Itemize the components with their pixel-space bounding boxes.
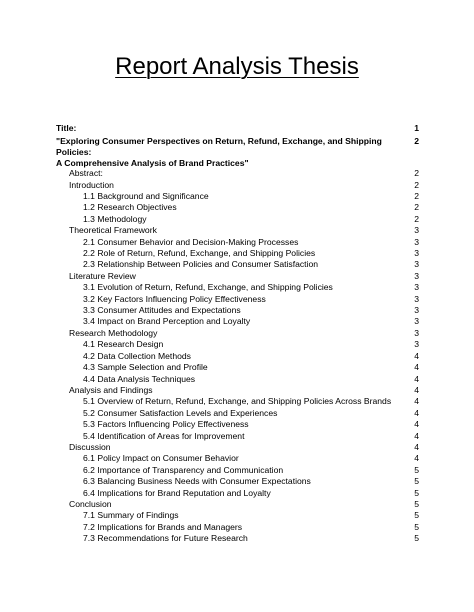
toc-entry-text: 3.2 Key Factors Influencing Policy Effectiveness: [83, 293, 266, 304]
toc-entry[interactable]: [56, 214, 419, 225]
toc-entry[interactable]: [56, 136, 419, 168]
toc-entry[interactable]: [56, 453, 419, 464]
toc-entry-page-number: 3: [414, 259, 419, 270]
toc-entry-text: Introduction: [69, 179, 114, 190]
toc-entry[interactable]: [56, 305, 419, 316]
toc-entry[interactable]: [56, 362, 419, 373]
toc-entry-text: 2.1 Consumer Behavior and Decision-Making Processes: [83, 236, 299, 247]
toc-entry-text: 3.3 Consumer Attitudes and Expectations: [83, 305, 241, 316]
toc-entry-text: Discussion: [69, 441, 111, 452]
toc-entry-text: "Exploring Consumer Perspectives on Return, Refund, Exchange, and Shipping Policies: A Comprehensive Analysis of Brand Practices": [56, 136, 382, 168]
toc-entry[interactable]: [56, 339, 419, 350]
toc-entry-page-number: 4: [414, 419, 419, 430]
toc-entry-page-number: 3: [414, 282, 419, 293]
toc-entry[interactable]: [56, 282, 419, 293]
toc-entry-text: Abstract:: [69, 168, 103, 179]
toc-entry[interactable]: [56, 488, 419, 499]
table-of-contents: [56, 123, 419, 545]
toc-entry[interactable]: [56, 294, 419, 305]
toc-entry-page-number: 5: [414, 498, 419, 509]
document-title: Report Analysis Thesis: [115, 53, 359, 80]
toc-entry-page-number: 4: [414, 453, 419, 464]
toc-entry-text: Theoretical Framework: [69, 225, 157, 236]
toc-entry-page-number: 1: [414, 123, 419, 133]
toc-entry-page-number: 5: [414, 464, 419, 475]
toc-entry-text: 5.2 Consumer Satisfaction Levels and Experiences: [83, 407, 278, 418]
toc-entry[interactable]: [56, 180, 419, 191]
toc-entry[interactable]: [56, 316, 419, 327]
toc-entry-text: Research Methodology: [69, 327, 158, 338]
toc-entry-page-number: 3: [414, 305, 419, 316]
toc-entry-text: 1.1 Background and Significance: [83, 191, 209, 201]
toc-entry-page-number: 5: [414, 510, 419, 521]
toc-entry-page-number: 4: [414, 350, 419, 361]
toc-entry[interactable]: [56, 431, 419, 442]
toc-entry[interactable]: [56, 408, 419, 419]
toc-entry[interactable]: [56, 123, 419, 134]
toc-entry-text: 4.2 Data Collection Methods: [83, 350, 191, 361]
toc-entry[interactable]: [56, 271, 419, 282]
toc-entry-page-number: 3: [414, 339, 419, 350]
toc-entry-page-number: 3: [414, 236, 419, 247]
toc-entry-text: Conclusion: [69, 498, 112, 509]
toc-entry-text: 7.2 Implications for Brands and Managers: [83, 521, 243, 532]
toc-entry-page-number: 2: [414, 191, 419, 201]
toc-entry-page-number: 3: [414, 248, 419, 259]
toc-entry-page-number: 5: [414, 476, 419, 487]
toc-entry-text: 2.3 Relationship Between Policies and Consumer Satisfaction: [83, 259, 319, 270]
toc-entry[interactable]: [56, 396, 419, 407]
toc-entry[interactable]: [56, 191, 419, 202]
toc-entry[interactable]: [56, 533, 419, 544]
toc-entry-text: 6.2 Importance of Transparency and Communication: [83, 464, 284, 475]
toc-entry-page-number: 2: [414, 168, 419, 179]
toc-entry-text: 7.1 Summary of Findings: [83, 510, 179, 521]
toc-entry-page-number: 2: [414, 202, 419, 213]
toc-entry-text: 5.1 Overview of Return, Refund, Exchange, and Shipping Policies Across Brands: [83, 396, 392, 407]
toc-entry[interactable]: [56, 510, 419, 521]
toc-entry[interactable]: [56, 442, 419, 453]
toc-entry[interactable]: [56, 225, 419, 236]
toc-entry-text: Title:: [56, 123, 77, 133]
toc-entry[interactable]: [56, 168, 419, 179]
toc-entry-text: 3.1 Evolution of Return, Refund, Exchange, and Shipping Policies: [83, 282, 333, 293]
toc-entry[interactable]: [56, 499, 419, 510]
toc-entry-text: Analysis and Findings: [69, 384, 153, 395]
toc-entry-page-number: 3: [414, 327, 419, 338]
toc-entry-page-number: 5: [414, 521, 419, 532]
toc-entry-page-number: 4: [414, 407, 419, 418]
toc-entry[interactable]: [56, 328, 419, 339]
toc-entry-text: 4.3 Sample Selection and Profile: [83, 362, 208, 373]
toc-entry-page-number: 4: [414, 384, 419, 395]
toc-entry-text: 1.3 Methodology: [83, 213, 147, 224]
toc-entry-page-number: 2: [414, 179, 419, 190]
toc-entry-text: 5.3 Factors Influencing Policy Effectiveness: [83, 419, 249, 430]
toc-entry[interactable]: [56, 385, 419, 396]
toc-entry-page-number: 4: [414, 396, 419, 407]
toc-entry-text: 1.2 Research Objectives: [83, 202, 177, 213]
toc-entry[interactable]: [56, 259, 419, 270]
toc-entry-page-number: 2: [414, 213, 419, 224]
toc-entry-page-number: 4: [414, 373, 419, 384]
toc-entry[interactable]: [56, 202, 419, 213]
toc-entry-text: 4.1 Research Design: [83, 339, 164, 350]
toc-entry[interactable]: [56, 419, 419, 430]
toc-entry-text: Literature Review: [69, 270, 136, 281]
toc-entry[interactable]: [56, 237, 419, 248]
toc-entry-page-number: 3: [414, 316, 419, 327]
toc-entry[interactable]: [56, 476, 419, 487]
toc-entry-page-number: 4: [414, 362, 419, 373]
toc-entry-page-number: 4: [414, 430, 419, 441]
toc-entry-page-number: 5: [414, 487, 419, 498]
toc-entry-text: 6.1 Policy Impact on Consumer Behavior: [83, 453, 239, 464]
toc-entry-text: 5.4 Identification of Areas for Improvement: [83, 430, 245, 441]
toc-entry-text: 7.3 Recommendations for Future Research: [83, 533, 248, 544]
toc-entry-page-number: 2: [414, 136, 419, 147]
toc-entry-page-number: 5: [414, 533, 419, 544]
toc-entry-page-number: 3: [414, 225, 419, 236]
toc-entry[interactable]: [56, 522, 419, 533]
toc-entry-text: 2.2 Role of Return, Refund, Exchange, and Shipping Policies: [83, 248, 316, 259]
toc-entry-page-number: 3: [414, 293, 419, 304]
toc-entry-text: 3.4 Impact on Brand Perception and Loyalty: [83, 316, 251, 327]
toc-entry-page-number: 4: [414, 441, 419, 452]
toc-entry-text: 4.4 Data Analysis Techniques: [83, 373, 196, 384]
toc-entry[interactable]: [56, 465, 419, 476]
toc-entry-text: 6.3 Balancing Business Needs with Consumer Expectations: [83, 476, 311, 487]
toc-entry[interactable]: [56, 248, 419, 259]
toc-entry-page-number: 3: [414, 270, 419, 281]
toc-entry[interactable]: [56, 374, 419, 385]
toc-entry[interactable]: [56, 351, 419, 362]
toc-entry-text: 6.4 Implications for Brand Reputation and Loyalty: [83, 487, 271, 498]
